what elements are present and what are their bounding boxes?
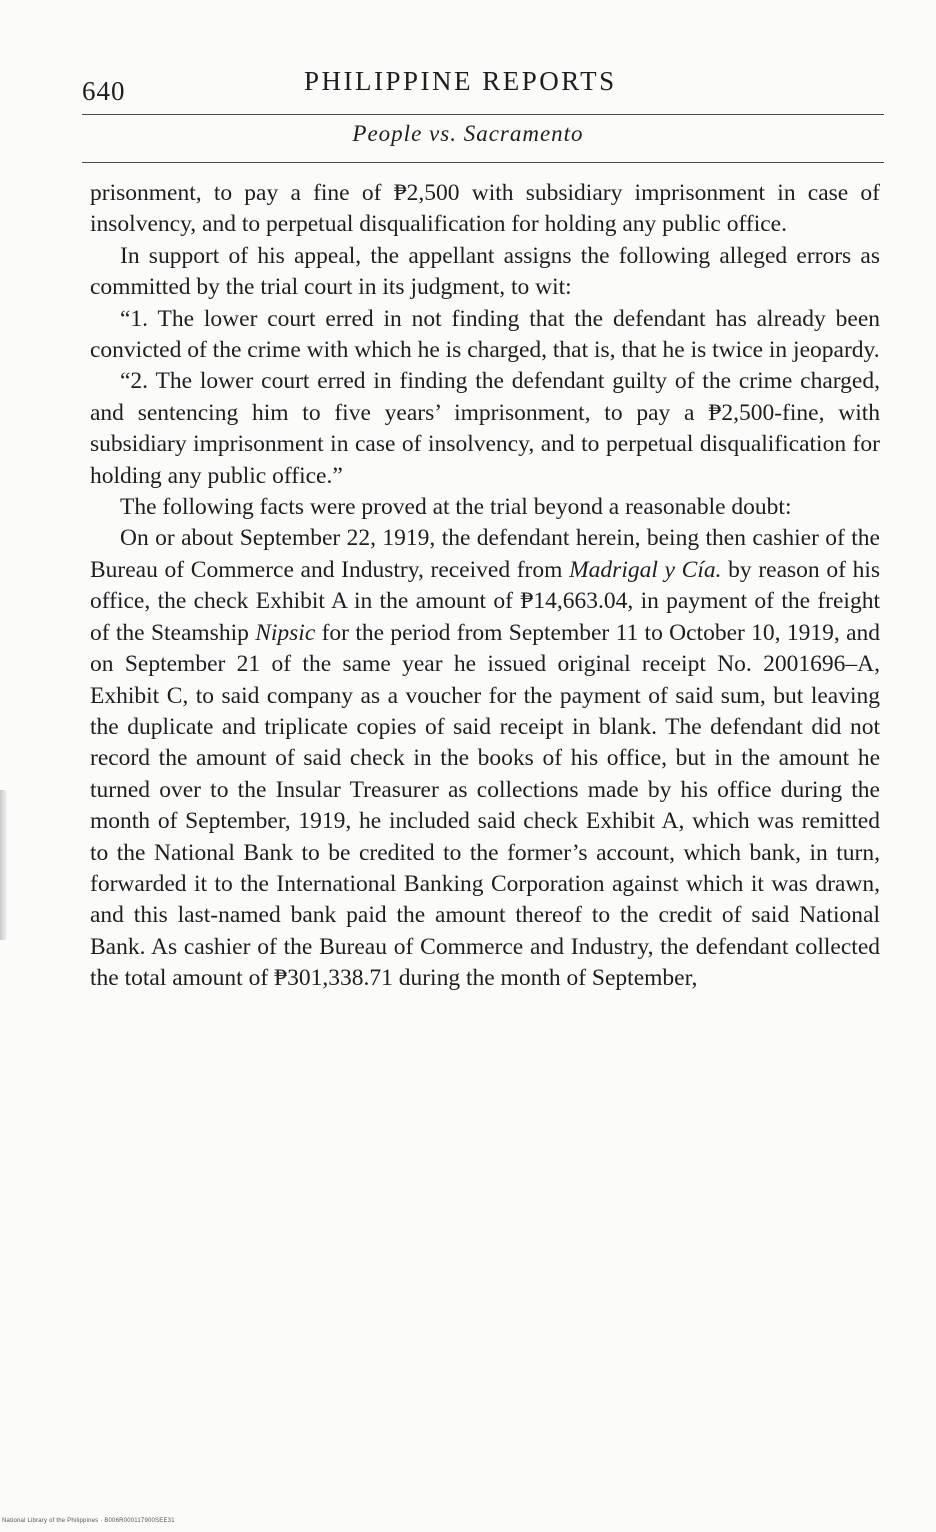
steamship-name: Nipsic [255,619,316,646]
paragraph-continuation: prisonment, to pay a fine of ₱2,500 with subsidiary imprisonment in case of insolvency, and to perpetual disqualification for holding any public office. [90,180,880,238]
company-name: Madrigal y Cía. [569,556,722,583]
page-header [82,66,882,116]
paragraph-facts-intro: The following facts were proved at the trial beyond a reasonable doubt: [120,494,792,521]
facts-text-part-3: for the period from September 11 to October 10, 1919, and on September 21 of the same year he issued original receipt No. 2001696–A, Exhibit C, to said company as a voucher for the payment of said sum, but leaving the duplicate and triplicate copies of said receipt in blank. The defendant did not record the amount of said check in the books of his office, but in the amount he turned over to the Insular Treasurer as collections made by his office during the month of September, 1919, he included said check Exhibit A, which was remitted to the National Bank to be credited to the former’s account, which bank, in turn, forwarded it to the International Banking Corporation against which it was drawn, and this last-named bank paid the amount thereof to the credit of said National Bank. As cashier of the Bureau of Commerce and Industry, the defendant collected the total amount of ₱301,338.71 during the month of September, [90,619,881,992]
paragraph-appeal: In support of his appeal, the appellant assigns the following alleged errors as committed by the trial court in its judgment, to wit: [90,242,880,301]
running-title: PHILIPPINE REPORTS [304,66,617,96]
header-rule-top [82,114,884,115]
paragraph-facts [90,523,880,994]
paragraph-error-2: “2. The lower court erred in finding the defendant guilty of the crime charged, and sentencing him to five years’ imprisonment, to pay a ₱2,500-fine, with subsidiary imprisonment in case of insolvency, and to perpetual disqualification for holding any public office.” [90,368,880,489]
facts-text-part-2: by reason of his office, the check Exhibit A in the amount of ₱14,663.04, in payment of the freight of the Steamship [90,556,880,646]
header-rule-bottom [82,162,884,163]
page-edge-shadow [0,790,7,940]
paragraph-error-1: “1. The lower court erred in not finding that the defendant has already been convicted of the crime with which he is charged, that is, that he is twice in jeopardy. [90,305,880,364]
facts-text-part-1: On or about September 22, 1919, the defendant herein, being then cashier of the Bureau of Commerce and Industry, received from [90,525,880,583]
case-title: People vs. Sacramento [352,121,584,146]
page-number: 640 [82,76,126,106]
body-text [90,178,880,995]
footer-credit: National Library of the Philippines · B006R000117900SEE31 [2,1518,175,1524]
